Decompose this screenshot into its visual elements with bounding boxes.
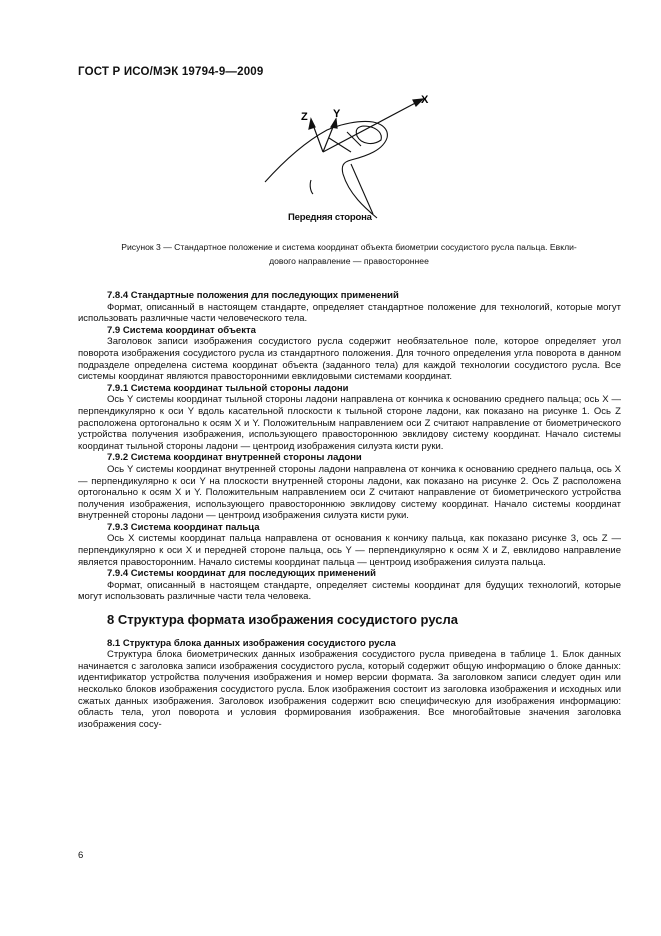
pointer-line: [351, 164, 373, 214]
finger-outline-top: [265, 121, 387, 182]
figure-caption-line: дового направление — правостороннее: [269, 256, 429, 266]
figure-caption-line: Рисунок 3 — Стандартное положение и система координат объекта биометрии сосудистого русла пальца. Евкли-: [121, 242, 577, 252]
paragraph: Заголовок записи изображения сосудистого русла содержит необязательное поле, которое определяет угол поворота изображения сосудистого русла из стандартного положения. Для точного определения угла поворота в данном подразделе определена система координат объекта (заданного тела) для каждой технологии сосудистого русла. Все системы координат являются правосторонними евклидовыми системами координат.: [78, 336, 621, 383]
x-axis-label: X: [421, 94, 429, 106]
knuckle-line: [329, 138, 351, 152]
paragraph: Ось Y системы координат тыльной стороны ладони направлена от кончика к основанию среднего пальца; ось X — перпендикулярно к оси Y вдоль касательной плоскости к тыльной стороне ладони, как показано на рисунке 1. Ось Z расположена ортогонально к осям X и Y. Положительным направлением оси Z считают направление от биометрического устройства получения изображения, использующего правостороннюю эвклидову систему координат. Начало системы координат тыльной стороны ладони — центроид изображения силуэта кисти руки.: [78, 394, 621, 452]
finger-coordinate-figure: [255, 86, 445, 226]
paragraph: Формат, описанный в настоящем стандарте, определяет стандартное положение для технологий, которые могут использовать различные части человеческого тела.: [78, 301, 621, 325]
section-heading: 7.9 Система координат объекта: [107, 324, 256, 336]
figure-caption: [78, 240, 620, 268]
page-number: 6: [78, 850, 84, 861]
paragraph: Ось Y системы координат внутренней стороны ладони направлена от кончика к основанию среднего пальца, ось X — перпендикулярно к оси Y на плоскости внутренней стороны ладони, как показано на рисунке 2. Ось Z расположена ортогонально к осям X и Y. Положительным направлением оси Z считают направление от биометрического устройства получения изображения, использующего правостороннюю эвклидову систему координат. Начало системы координат внутренней стороны ладони — центроид изображения силуэта кисти руки.: [78, 463, 621, 522]
section-heading: 7.9.4 Системы координат для последующих применений: [107, 568, 376, 580]
y-axis-label: Y: [333, 108, 341, 120]
y-axis-arrowhead: [331, 119, 337, 128]
section-heading: 7.9.1 Система координат тыльной стороны ладони: [107, 382, 349, 394]
section-heading: 8.1 Структура блока данных изображения сосудистого русла: [107, 637, 396, 649]
fingernail-outline: [356, 126, 381, 143]
palm-side-label: Передняя сторона: [288, 212, 372, 223]
z-axis-label: Z: [301, 111, 308, 123]
section-heading: 7.8.4 Стандартные положения для последующих применений: [107, 290, 399, 301]
document-header: ГОСТ Р ИСО/МЭК 19794-9—2009: [78, 66, 264, 78]
paragraph: Ось X системы координат пальца направлена от основания к кончику пальца, как показано рисунке 3, ось Z — перпендикулярно к оси X и передней стороне пальца, ось Y — перпендикулярно к осям X и Z, евклидово направление является правосторонним. Начало системы координат пальца — центроид изображения силуэта пальца.: [78, 533, 621, 568]
document-body: [78, 290, 621, 730]
palm-curve: [310, 180, 313, 194]
z-axis-arrowhead: [309, 119, 315, 129]
chapter-heading: 8 Структура формата изображения сосудистого русла: [107, 612, 458, 628]
paragraph: Формат, описанный в настоящем стандарте, определяет системы координат для будущих технологий, которые могут использовать различные части тела человека.: [78, 579, 621, 603]
paragraph: Структура блока биометрических данных изображения сосудистого русла приведена в таблице 1. Блок данных начинается с заголовка записи изображения сосудистого русла, который содержит общую информацию о блоке данных: идентификатор устройства получения изображения и номер версии формата. За заголовком записи следует один или несколько блоков изображения сосудистого русла. Блок изображения состоит из заголовка изображения и исходных или сжатых данных изображения. Заголовок изображения содержит всю специфическую для изображения информацию: область тела, угол поворота и условия формирования изображения. Все многобайтовые значения заголовка изображения сосу-: [78, 649, 621, 730]
finger-outline-bottom: [342, 138, 387, 218]
section-heading: 7.9.3 Система координат пальца: [107, 521, 260, 533]
section-heading: 7.9.2 Система координат внутренней стороны ладони: [107, 452, 362, 464]
